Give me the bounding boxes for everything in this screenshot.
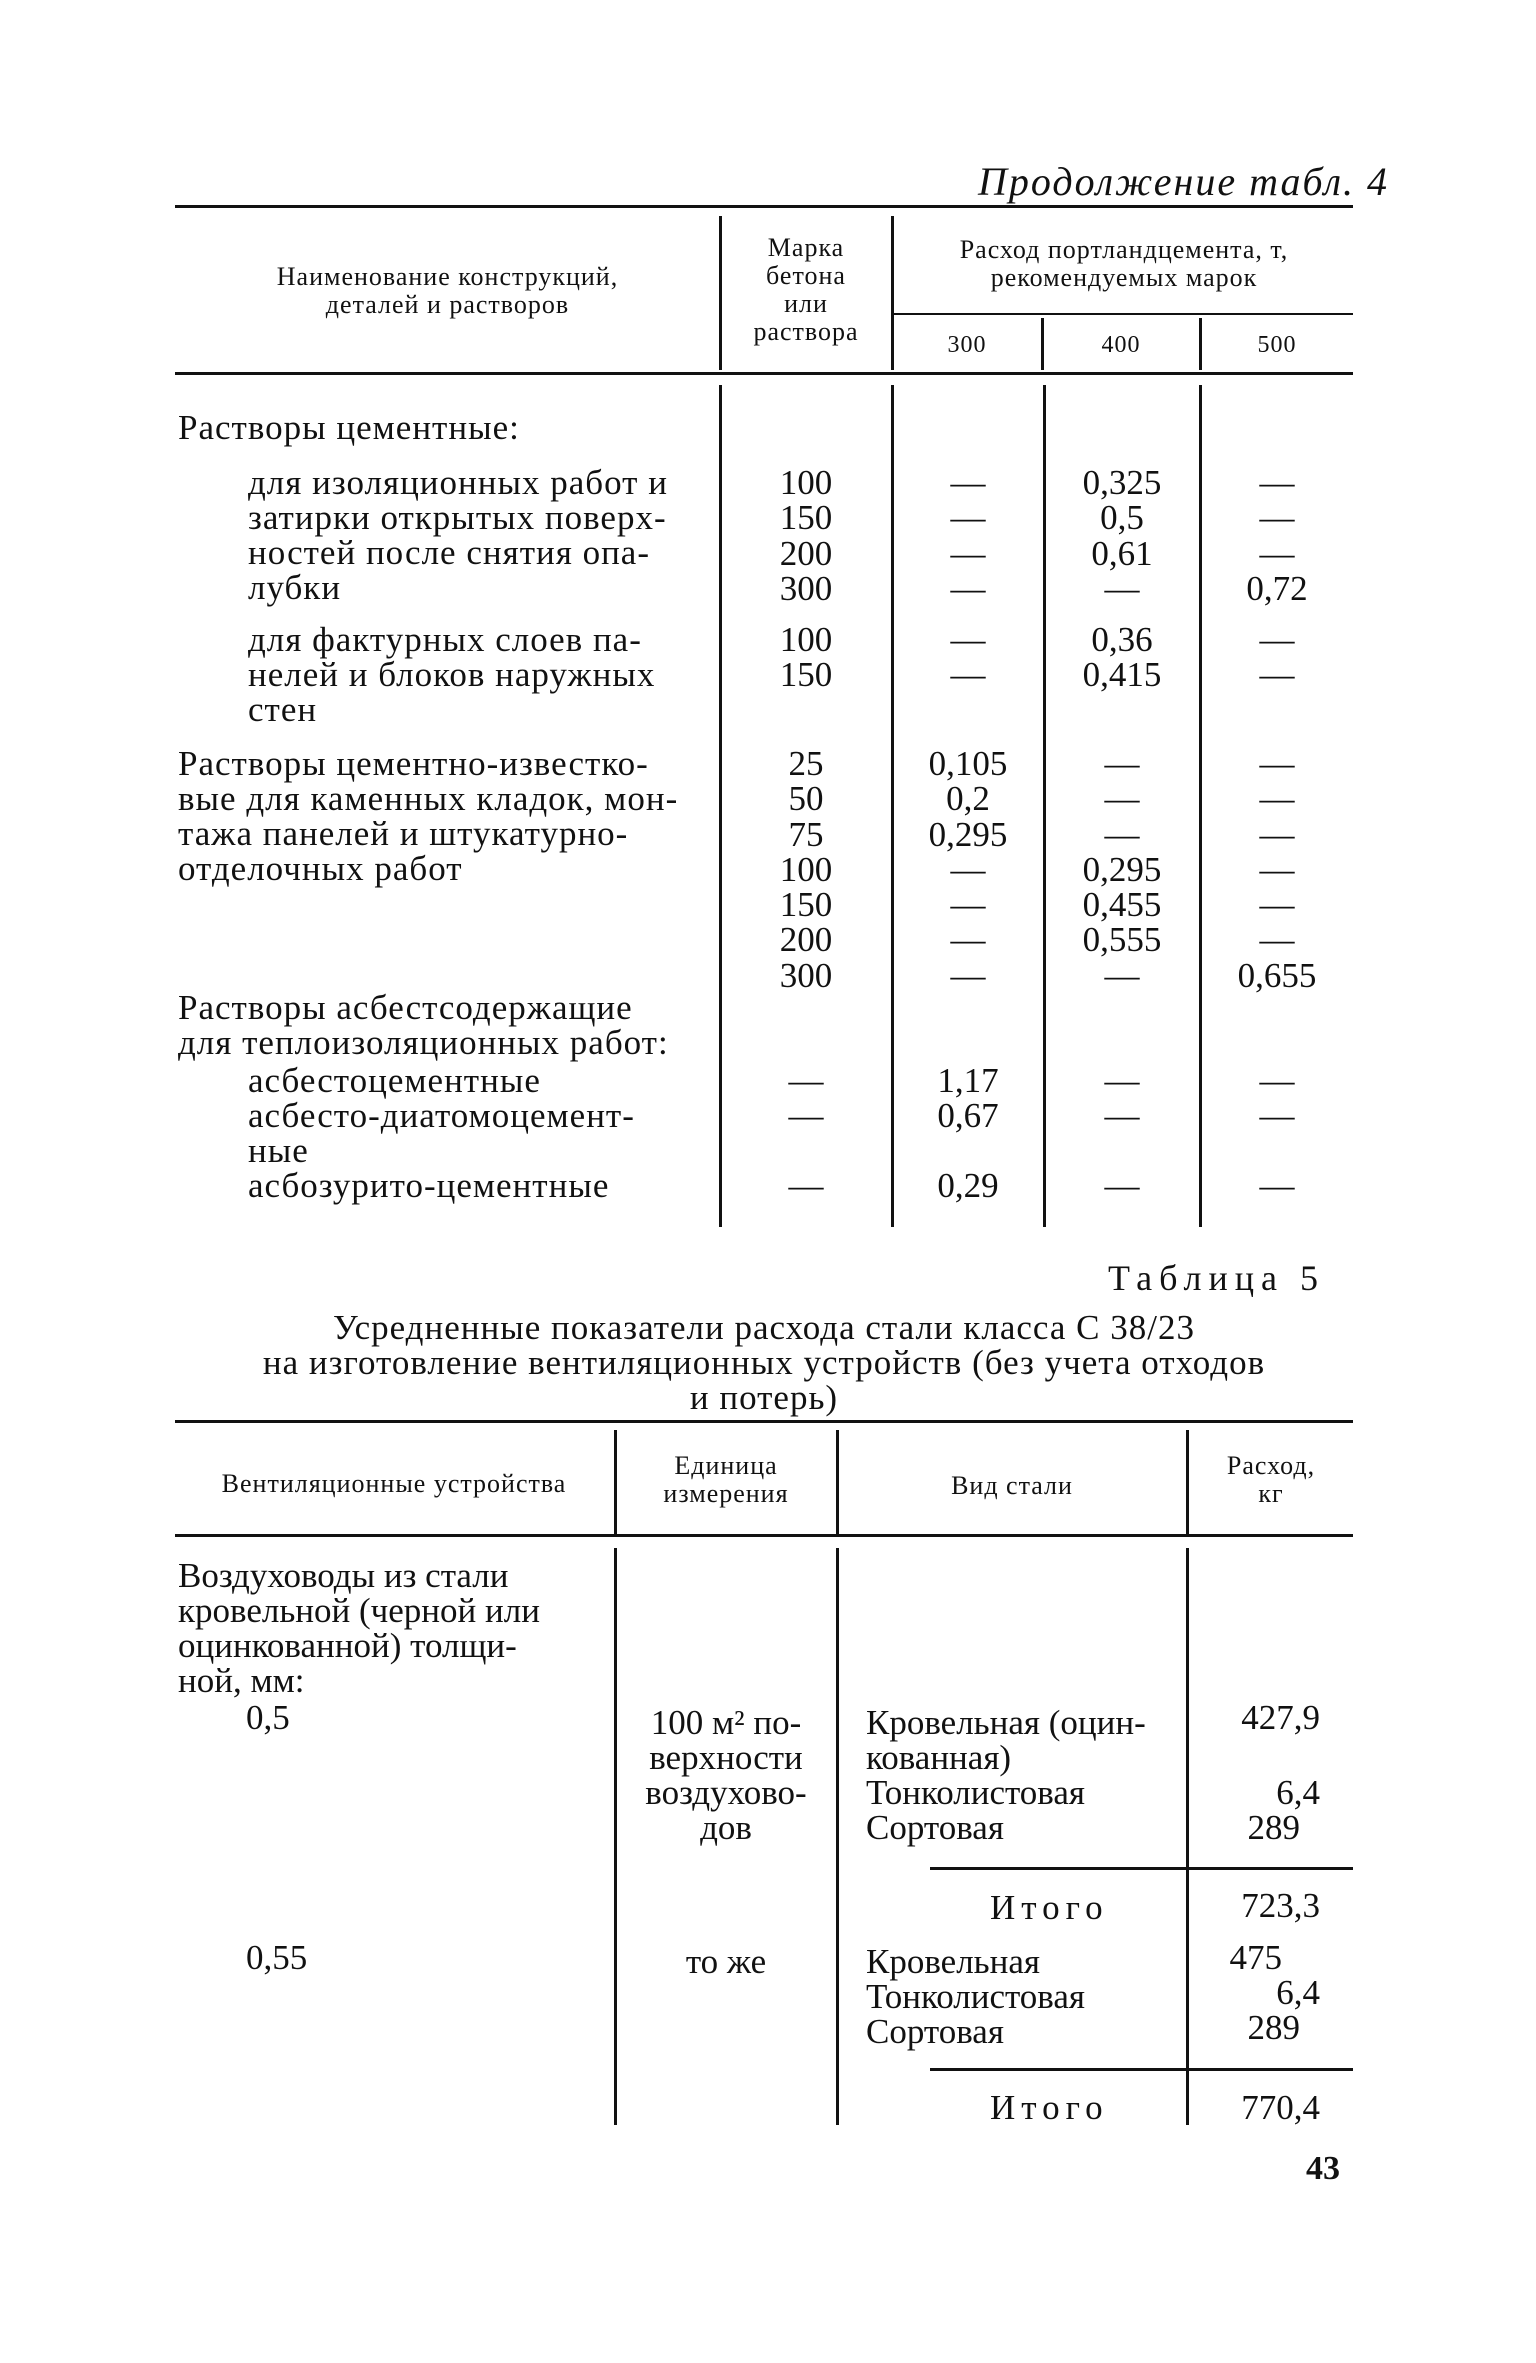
table4-top-rule: [175, 205, 1353, 208]
table4-header-bottom-rule: [175, 372, 1353, 375]
table4-header-consumption: Расход портландцемента, т, рекомендуемых марок: [959, 235, 1289, 292]
asbestos-item-1: асбестоцементные: [248, 1061, 541, 1100]
group1-steel: Кровельная (оцин- кованная) Тонколистовая Сортовая: [866, 1703, 1146, 1847]
table4-header-grade: Марка бетона или раствора: [753, 233, 859, 346]
group1-subtotal-rule: [930, 1867, 1353, 1870]
group1-value-thin: 6,4: [1276, 1773, 1320, 1812]
table5-header-steel: Вид стали: [951, 1471, 1073, 1500]
table5-header-consumption: Расход, кг: [1226, 1451, 1316, 1508]
cement-group2-c500: — —: [1259, 620, 1295, 695]
asbestos-2-grade: —: [788, 1096, 824, 1135]
group2-total: 770,4: [1241, 2088, 1320, 2127]
asbestos-item-3: асбозурито-цементные: [248, 1166, 610, 1205]
cement-group2-c300: — —: [950, 620, 986, 695]
cement-group2-text: для фактурных слоев па- нелей и блоков наружных стен: [248, 620, 656, 729]
table4-header-grade-400: 400: [1101, 332, 1141, 358]
asbestos-1-grade: —: [788, 1061, 824, 1100]
group2-value-section: 289: [1247, 2008, 1300, 2047]
asbestos-item-2: асбесто-диатомоцемент- ные: [248, 1096, 635, 1170]
cement-group1-c400: 0,325 0,5 0,61 —: [1082, 463, 1162, 608]
cement-group1-text: для изоляционных работ и затирки открытых поверх- ностей после снятия опа- лубки: [248, 463, 668, 607]
asbestos-3-c300: 0,29: [937, 1166, 999, 1205]
group2-total-label: Итого: [990, 2088, 1109, 2127]
group1-value-section: 289: [1247, 1808, 1300, 1847]
table5-caption: Усредненные показатели расхода стали класса С 38/23 на изготовление вентиляционных устройств (без учета отходов и потерь): [262, 1308, 1266, 1417]
lime-grades: 25 50 75 100 150 200 300: [779, 744, 833, 995]
cement-group2-c400: 0,36 0,415: [1082, 620, 1162, 695]
group2-value-roof: 475: [1229, 1938, 1282, 1977]
cement-group1-c500: — — — 0,72: [1246, 463, 1308, 608]
lime-c300: 0,105 0,2 0,295 — — — —: [928, 744, 1008, 995]
asbestos-3-grade: —: [788, 1166, 824, 1205]
group1-total: 723,3: [1241, 1886, 1320, 1925]
lime-section-text: Растворы цементно-известко- вые для каменных кладок, мон- тажа панелей и штукатурно- отделочных работ: [178, 744, 679, 888]
table4-header-grade-500: 500: [1257, 332, 1297, 358]
group2-unit: то же: [685, 1942, 767, 1981]
table4-header-name: Наименование конструкций, деталей и растворов: [276, 262, 619, 319]
lime-c400: — — — 0,295 0,455 0,555 —: [1082, 744, 1162, 995]
table5-top-rule: [175, 1420, 1353, 1423]
table5-label: Таблица 5: [1108, 1258, 1325, 1298]
asbestos-2-c500: —: [1259, 1096, 1295, 1135]
asbestos-section-title: Растворы асбестсодержащие для теплоизоляционных работ:: [178, 988, 669, 1062]
group1-value-roof: 427,9: [1241, 1698, 1320, 1737]
asbestos-1-c500: —: [1259, 1061, 1295, 1100]
asbestos-3-c400: —: [1104, 1166, 1140, 1205]
asbestos-1-c400: —: [1104, 1061, 1140, 1100]
table5-body-divider: [1186, 1548, 1189, 2125]
continuation-title: Продолжение табл. 4: [978, 159, 1390, 204]
asbestos-2-c300: 0,67: [937, 1096, 999, 1135]
table4-header-grade-300: 300: [947, 332, 987, 358]
table5-header-unit: Единица измерения: [663, 1451, 789, 1508]
group2-steel: Кровельная Тонколистовая Сортовая: [866, 1942, 1086, 2051]
group1-total-label: Итого: [990, 1888, 1109, 1927]
lime-c500: — — — — — — 0,655: [1237, 744, 1317, 995]
group1-thickness: 0,5: [246, 1698, 290, 1737]
cement-group1-grades: 100 150 200 300: [779, 463, 833, 608]
group1-unit: 100 м² по- верхности воздухово- дов: [645, 1703, 807, 1847]
asbestos-3-c500: —: [1259, 1166, 1295, 1205]
cement-group1-c300: — — — —: [950, 463, 986, 608]
asbestos-1-c300: 1,17: [937, 1061, 999, 1100]
group2-subtotal-rule: [930, 2068, 1353, 2071]
section-title-cement: Растворы цементные:: [178, 408, 520, 447]
group2-thickness: 0,55: [246, 1938, 308, 1977]
table4-subheader-rule: [891, 313, 1353, 315]
table5-body-divider: [836, 1548, 839, 2125]
cement-group2-grades: 100 150: [779, 620, 833, 695]
group2-value-thin: 6,4: [1276, 1973, 1320, 2012]
page-number: 43: [1306, 2150, 1340, 2187]
table5-device-text: Воздуховоды из стали кровельной (черной или оцинкованной) толщи- ной, мм:: [178, 1556, 540, 1700]
table5-header-bottom-rule: [175, 1534, 1353, 1537]
asbestos-2-c400: —: [1104, 1096, 1140, 1135]
table5-header-device: Вентиляционные устройства: [221, 1469, 567, 1498]
